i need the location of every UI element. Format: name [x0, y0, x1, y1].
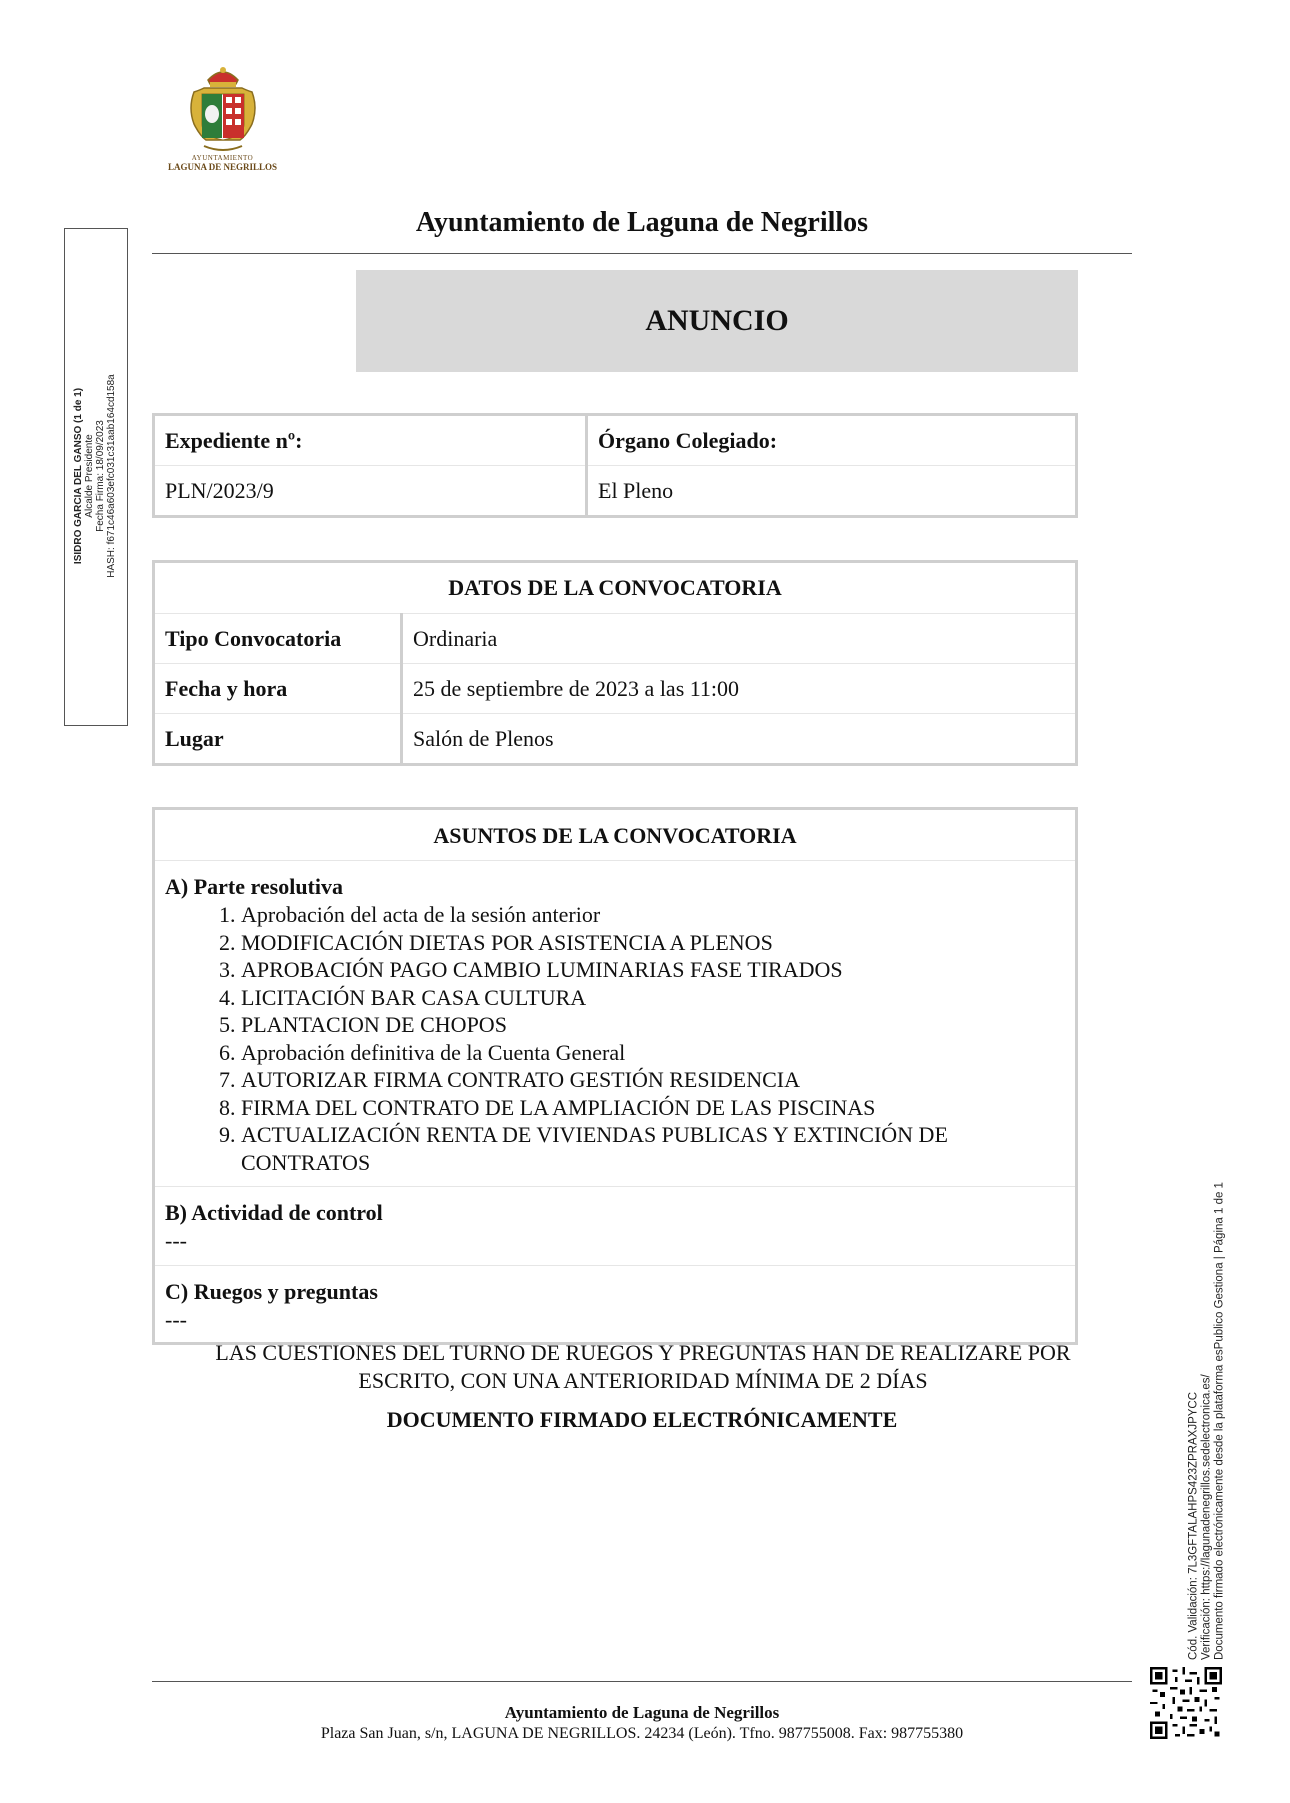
section-a-title: A) Parte resolutiva — [165, 874, 343, 899]
footer-name: Ayuntamiento de Laguna de Negrillos — [504, 1703, 780, 1722]
header-divider — [152, 253, 1132, 254]
footer-divider — [152, 1681, 1132, 1682]
page-title: Ayuntamiento de Laguna de Negrillos — [415, 207, 869, 238]
coat-of-arms-icon — [186, 62, 260, 154]
platform-notice: Documento firmado electrónicamente desde la plataforma esPublico Gestiona | Página 1 de 1 — [1213, 1182, 1226, 1660]
logo-caption-bottom: LAGUNA DE NEGRILLOS — [167, 162, 278, 172]
verification-details — [1188, 1120, 1227, 1660]
verification-url[interactable]: Verificación: https://lagunadenegrillos.sedelectronica.es/ — [1200, 1374, 1213, 1660]
list-item: 3. APROBACIÓN PAGO CAMBIO LUMINARIAS FASE TIRADOS — [241, 956, 1065, 984]
datos-row-value: Ordinaria — [402, 614, 1077, 664]
signer-name: ISIDRO GARCIA DEL GANSO (1 de 1) — [73, 387, 84, 565]
datos-row-label: Lugar — [154, 714, 402, 765]
logo-caption-top: AYUNTAMIENTO — [191, 154, 254, 162]
footer-address: Plaza San Juan, s/n, LAGUNA DE NEGRILLOS. 24234 (León). Tfno. 987755008. Fax: 987755380 — [320, 1725, 964, 1742]
list-item: 7. AUTORIZAR FIRMA CONTRATO GESTIÓN RESIDENCIA — [241, 1066, 1065, 1094]
section-c-content: --- — [165, 1307, 187, 1332]
list-item: 8. FIRMA DEL CONTRATO DE LA AMPLIACIÓN DE LAS PISCINAS — [241, 1094, 1065, 1122]
datos-heading: DATOS DE LA CONVOCATORIA — [154, 562, 1077, 614]
table-row — [154, 614, 1077, 664]
expediente-table — [152, 413, 1078, 518]
section-b-content: --- — [165, 1228, 187, 1253]
datos-row-label: Tipo Convocatoria — [154, 614, 402, 664]
signature-date: Fecha Firma: 18/09/2023 — [95, 420, 106, 532]
anuncio-banner — [356, 270, 1078, 372]
anuncio-label: ANUNCIO — [645, 304, 789, 337]
validation-code: Cód. Validación: 7L3GFTALAHPS423ZPRAXJPYCC — [1187, 1391, 1200, 1660]
organo-value: El Pleno — [587, 466, 1077, 517]
ruegos-note: LAS CUESTIONES DEL TURNO DE RUEGOS Y PREGUNTAS HAN DE REALIZARE POR ESCRITO, CON UNA ANTERIORIDAD MÍNIMA DE 2 DÍAS — [215, 1340, 1071, 1393]
datos-convocatoria-table — [152, 560, 1078, 766]
list-item: 2. MODIFICACIÓN DIETAS POR ASISTENCIA A PLENOS — [241, 929, 1065, 957]
table-row — [154, 714, 1077, 765]
agenda-list — [165, 901, 1065, 1176]
table-row — [154, 664, 1077, 714]
section-c-title: C) Ruegos y preguntas — [165, 1279, 378, 1304]
datos-row-value: 25 de septiembre de 2023 a las 11:00 — [402, 664, 1077, 714]
section-ruegos-preguntas — [155, 1266, 1075, 1334]
section-b-title: B) Actividad de control — [165, 1200, 383, 1225]
list-item: 9. ACTUALIZACIÓN RENTA DE VIVIENDAS PUBLICAS Y EXTINCIÓN DE CONTRATOS — [241, 1121, 1065, 1176]
asuntos-convocatoria-box — [152, 807, 1078, 1345]
asuntos-heading: ASUNTOS DE LA CONVOCATORIA — [155, 810, 1075, 861]
expediente-value: PLN/2023/9 — [154, 466, 587, 517]
signed-notice: DOCUMENTO FIRMADO ELECTRÓNICAMENTE — [386, 1407, 898, 1432]
list-item: 6. Aprobación definitiva de la Cuenta General — [241, 1039, 1065, 1067]
list-item: 4. LICITACIÓN BAR CASA CULTURA — [241, 984, 1065, 1012]
signature-details — [73, 246, 117, 706]
qr-code-icon — [1150, 1667, 1222, 1739]
organo-label: Órgano Colegiado: — [587, 415, 1077, 466]
signature-hash: HASH: f671c46a603efc031c31aab164cd158a — [106, 374, 117, 578]
list-item: 5. PLANTACION DE CHOPOS — [241, 1011, 1065, 1039]
expediente-label: Expediente nº: — [154, 415, 587, 466]
municipal-logo — [160, 62, 285, 180]
datos-row-label: Fecha y hora — [154, 664, 402, 714]
signer-role: Alcalde Presidente — [84, 434, 95, 518]
section-actividad-control — [155, 1187, 1075, 1266]
list-item: 1. Aprobación del acta de la sesión anterior — [241, 901, 1065, 929]
section-parte-resolutiva — [155, 861, 1075, 1187]
datos-row-value: Salón de Plenos — [402, 714, 1077, 765]
